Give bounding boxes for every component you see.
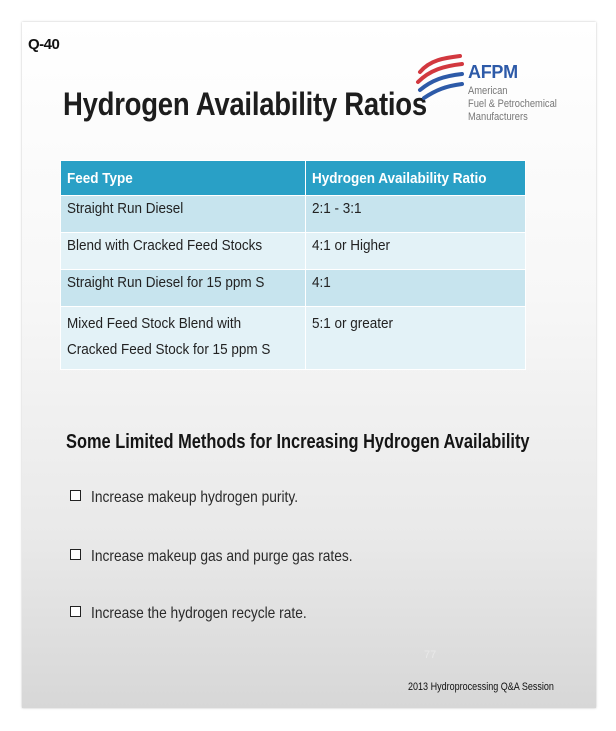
table-row — [61, 233, 526, 270]
question-label: Q-40 — [28, 36, 60, 53]
logo-subtitle-line: Manufacturers — [468, 111, 528, 123]
checkbox-bullet-icon — [70, 490, 81, 501]
logo-subtitle-line: Fuel & Petrochemical — [468, 98, 557, 110]
cell-text: Straight Run Diesel — [67, 200, 184, 217]
feed-type-cell — [61, 270, 306, 307]
list-item — [70, 548, 395, 566]
checkbox-bullet-icon — [70, 606, 81, 617]
column-header-ratio — [306, 161, 526, 196]
checkbox-bullet-icon — [70, 549, 81, 560]
feed-type-cell — [61, 196, 306, 233]
cell-text: Mixed Feed Stock Blend with — [67, 315, 242, 332]
list-item — [70, 605, 342, 623]
afpm-logo-mark-icon — [414, 52, 466, 100]
methods-heading: Some Limited Methods for Increasing Hydrogen Availability — [66, 431, 530, 453]
footer-text: 2013 Hydroprocessing Q&A Session — [408, 681, 554, 693]
table-row — [61, 196, 526, 233]
slide-title: Hydrogen Availability Ratios — [63, 86, 427, 122]
cell-text: Blend with Cracked Feed Stocks — [67, 237, 263, 254]
list-item — [70, 489, 332, 507]
ratio-cell — [306, 233, 526, 270]
table-header-row — [61, 161, 526, 196]
table-row — [61, 270, 526, 307]
ratio-cell — [306, 270, 526, 307]
ratio-cell — [306, 196, 526, 233]
cell-text: 5:1 or greater — [312, 315, 394, 332]
feed-ratio-table — [60, 160, 526, 370]
column-header-feed-type — [61, 161, 306, 196]
list-item-text: Increase makeup gas and purge gas rates. — [91, 548, 353, 565]
cell-text: Straight Run Diesel for 15 ppm S — [67, 274, 265, 291]
list-item-text: Increase makeup hydrogen purity. — [91, 489, 299, 506]
ratio-cell — [306, 307, 526, 370]
cell-text: 4:1 — [312, 274, 331, 291]
cell-text: 2:1 - 3:1 — [312, 200, 362, 217]
logo-subtitle-line: American — [468, 85, 508, 97]
feed-type-cell — [61, 233, 306, 270]
cell-text: 4:1 or Higher — [312, 237, 391, 254]
logo-name: AFPM — [468, 62, 518, 82]
cell-text: Cracked Feed Stock for 15 ppm S — [67, 341, 271, 358]
afpm-logo — [414, 52, 564, 147]
page-number: 77 — [424, 649, 437, 661]
table-row — [61, 307, 526, 370]
logo-subtitle — [468, 85, 562, 124]
list-item-text: Increase the hydrogen recycle rate. — [91, 605, 307, 622]
column-header-text: Feed Type — [67, 169, 133, 187]
feed-type-cell — [61, 307, 306, 370]
column-header-text: Hydrogen Availability Ratio — [312, 169, 487, 187]
